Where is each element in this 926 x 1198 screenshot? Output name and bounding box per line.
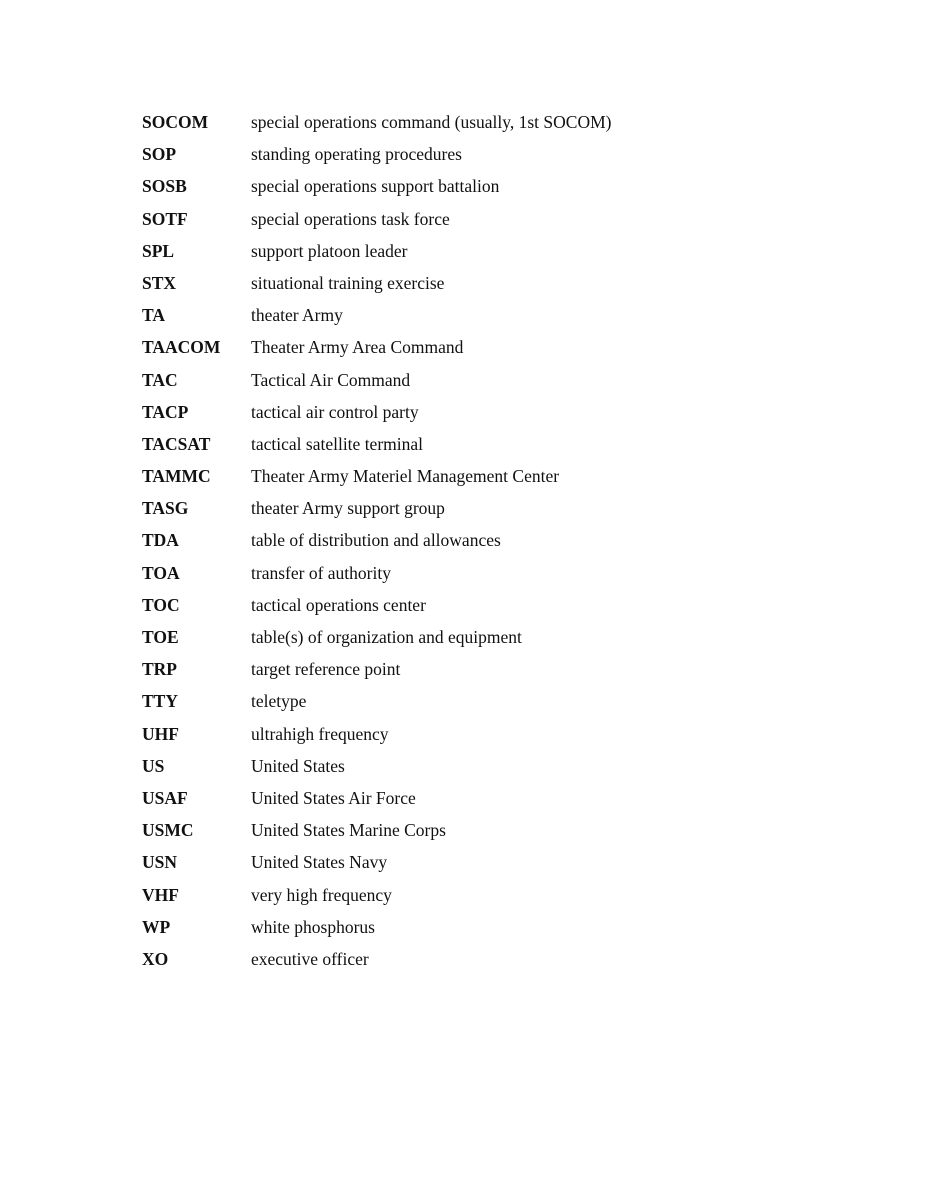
glossary-entry [142,305,842,337]
glossary-definition: Tactical Air Command [251,369,411,390]
glossary-abbreviation: TAACOM [142,337,221,358]
glossary-definition: tactical air control party [251,401,419,422]
glossary-definition: very high frequency [251,884,392,905]
glossary-abbreviation: STX [142,272,177,293]
glossary-abbreviation: US [142,755,165,776]
glossary-definition: ultrahigh frequency [251,723,389,744]
glossary-abbreviation: UHF [142,723,179,744]
glossary-list [142,112,842,981]
glossary-entry [142,659,842,691]
glossary-definition: United States Air Force [251,787,416,808]
glossary-definition: support platoon leader [251,240,408,261]
glossary-abbreviation: USAF [142,787,188,808]
glossary-abbreviation: TRP [142,659,177,680]
glossary-entry [142,563,842,595]
glossary-definition: United States Navy [251,852,388,873]
glossary-entry [142,788,842,820]
glossary-abbreviation: TACSAT [142,433,211,454]
glossary-entry [142,852,842,884]
glossary-abbreviation: XO [142,948,169,969]
glossary-entry [142,402,842,434]
glossary-definition: table(s) of organization and equipment [251,627,522,647]
glossary-entry [142,691,842,723]
glossary-definition: white phosphorus [251,916,375,937]
glossary-abbreviation: TAMMC [142,466,211,487]
glossary-definition: standing operating procedures [251,144,462,165]
glossary-definition: United States [251,755,345,776]
glossary-abbreviation: TA [142,305,166,326]
glossary-entry [142,112,842,144]
glossary-entry [142,273,842,305]
glossary-definition: United States Marine Corps [251,820,446,841]
glossary-abbreviation: SPL [142,240,175,261]
glossary-abbreviation: VHF [142,884,179,905]
glossary-definition: target reference point [251,659,401,680]
glossary-definition: theater Army [251,305,343,326]
glossary-definition: teletype [251,691,307,712]
glossary-definition: Theater Army Area Command [251,337,464,358]
glossary-entry [142,209,842,241]
glossary-entry [142,466,842,498]
glossary-abbreviation: USMC [142,820,194,841]
glossary-abbreviation: TOA [142,562,180,583]
glossary-abbreviation: TACP [142,401,189,422]
glossary-abbreviation: SOP [142,144,177,165]
glossary-definition: special operations support battalion [251,176,500,197]
glossary-entry [142,498,842,530]
glossary-entry [142,144,842,176]
glossary-abbreviation: SOTF [142,208,188,229]
glossary-abbreviation: TOE [142,627,179,647]
glossary-definition: executive officer [251,948,369,969]
glossary-definition: special operations command (usually, 1st SOCOM) [251,112,612,132]
glossary-abbreviation: SOCOM [142,112,209,132]
glossary-entry [142,241,842,273]
glossary-entry [142,434,842,466]
glossary-definition: table of distribution and allowances [251,530,501,551]
glossary-abbreviation: TDA [142,530,179,551]
glossary-entry [142,724,842,756]
glossary-entry [142,370,842,402]
glossary-definition: Theater Army Materiel Management Center [251,466,560,487]
glossary-entry [142,917,842,949]
glossary-abbreviation: WP [142,916,171,937]
glossary-abbreviation: TOC [142,594,180,615]
glossary-abbreviation: TAC [142,369,178,390]
glossary-entry [142,885,842,917]
glossary-definition: transfer of authority [251,562,391,583]
glossary-abbreviation: TASG [142,498,189,519]
glossary-entry [142,595,842,627]
glossary-abbreviation: USN [142,852,178,873]
glossary-definition: tactical operations center [251,594,426,615]
glossary-abbreviation: SOSB [142,176,187,197]
glossary-definition: theater Army support group [251,498,445,519]
glossary-definition: special operations task force [251,208,450,229]
glossary-entry [142,337,842,369]
glossary-entry [142,627,842,659]
glossary-entry [142,820,842,852]
glossary-definition: situational training exercise [251,272,445,293]
glossary-entry [142,176,842,208]
glossary-entry [142,756,842,788]
glossary-abbreviation: TTY [142,691,178,712]
glossary-definition: tactical satellite terminal [251,433,424,454]
glossary-entry [142,949,842,981]
glossary-entry [142,530,842,562]
